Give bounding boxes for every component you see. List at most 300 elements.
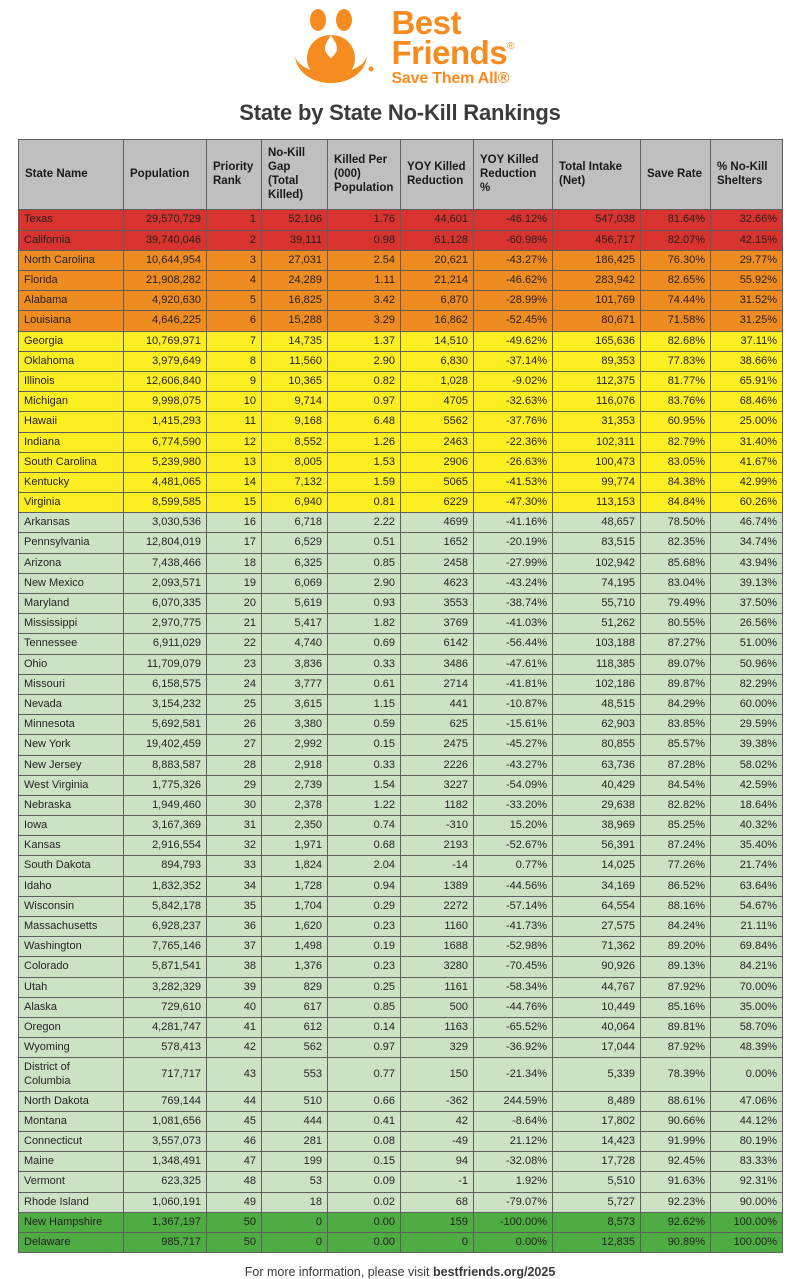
no-kill-gap-cell: 562 [262,1038,328,1058]
total-intake-cell: 5,339 [553,1058,641,1091]
footer-link[interactable]: bestfriends.org/2025 [433,1265,556,1279]
table-row [19,432,783,452]
save-rate-cell: 87.92% [641,1038,711,1058]
save-rate-cell: 89.81% [641,1017,711,1037]
state-name-cell: Colorado [19,957,124,977]
state-name-cell: Wisconsin [19,896,124,916]
pct-no-kill-shelters-cell: 32.66% [711,210,783,230]
yoy-killed-reduction-pct-cell: -56.44% [474,634,553,654]
state-name-cell: Vermont [19,1172,124,1192]
priority-rank-cell: 39 [207,977,262,997]
no-kill-gap-cell: 1,376 [262,957,328,977]
registered-mark: ® [507,41,515,53]
state-name-cell: Illinois [19,371,124,391]
no-kill-gap-cell: 612 [262,1017,328,1037]
yoy-killed-reduction-pct-cell: -43.24% [474,573,553,593]
total-intake-cell: 71,362 [553,937,641,957]
yoy-killed-reduction-pct-cell: -70.45% [474,957,553,977]
table-row [19,735,783,755]
killed-per-1000-cell: 1.59 [328,472,401,492]
yoy-killed-reduction-pct-cell: -60.98% [474,230,553,250]
table-row [19,1152,783,1172]
yoy-killed-reduction-cell: 44,601 [401,210,474,230]
yoy-killed-reduction-cell: 6142 [401,634,474,654]
killed-per-1000-cell: 1.26 [328,432,401,452]
population-cell: 2,970,775 [124,614,207,634]
yoy-killed-reduction-cell: 1163 [401,1017,474,1037]
table-row [19,594,783,614]
state-name-cell: Michigan [19,392,124,412]
total-intake-cell: 165,636 [553,331,641,351]
state-name-cell: New Jersey [19,755,124,775]
save-rate-cell: 78.39% [641,1058,711,1091]
yoy-killed-reduction-pct-cell: -9.02% [474,371,553,391]
yoy-killed-reduction-cell: 4699 [401,513,474,533]
save-rate-cell: 87.24% [641,836,711,856]
priority-rank-cell: 29 [207,775,262,795]
population-cell: 19,402,459 [124,735,207,755]
state-name-cell: North Dakota [19,1091,124,1111]
yoy-killed-reduction-cell: 42 [401,1111,474,1131]
table-row [19,755,783,775]
yoy-killed-reduction-pct-cell: -52.67% [474,836,553,856]
priority-rank-cell: 50 [207,1212,262,1232]
killed-per-1000-cell: 1.11 [328,271,401,291]
priority-rank-cell: 31 [207,816,262,836]
table-row [19,977,783,997]
state-name-cell: Minnesota [19,715,124,735]
pct-no-kill-shelters-cell: 31.25% [711,311,783,331]
killed-per-1000-cell: 2.04 [328,856,401,876]
pct-no-kill-shelters-cell: 55.92% [711,271,783,291]
yoy-killed-reduction-pct-cell: -10.87% [474,694,553,714]
killed-per-1000-cell: 0.15 [328,735,401,755]
killed-per-1000-cell: 0.00 [328,1233,401,1253]
table-body [19,210,783,1253]
table-row [19,856,783,876]
state-name-cell: Oklahoma [19,351,124,371]
pct-no-kill-shelters-cell: 42.99% [711,472,783,492]
no-kill-gap-cell: 281 [262,1132,328,1152]
population-cell: 3,979,649 [124,351,207,371]
killed-per-1000-cell: 0.23 [328,957,401,977]
logo-word-best: Best [391,4,461,41]
priority-rank-cell: 38 [207,957,262,977]
priority-rank-cell: 20 [207,594,262,614]
total-intake-cell: 12,835 [553,1233,641,1253]
priority-rank-cell: 46 [207,1132,262,1152]
table-row [19,351,783,371]
table-row [19,472,783,492]
total-intake-cell: 283,942 [553,271,641,291]
population-cell: 21,908,282 [124,271,207,291]
total-intake-cell: 17,044 [553,1038,641,1058]
no-kill-gap-cell: 0 [262,1212,328,1232]
no-kill-gap-cell: 444 [262,1111,328,1131]
table-row [19,230,783,250]
state-name-cell: California [19,230,124,250]
no-kill-gap-cell: 3,380 [262,715,328,735]
col-header-total-intake-net: Total Intake (Net) [553,140,641,210]
table-row [19,715,783,735]
table-row [19,210,783,230]
col-header-pct-no-kill-shelters: % No-Kill Shelters [711,140,783,210]
population-cell: 12,804,019 [124,533,207,553]
priority-rank-cell: 3 [207,250,262,270]
table-row [19,674,783,694]
table-row [19,392,783,412]
yoy-killed-reduction-cell: -362 [401,1091,474,1111]
no-kill-gap-cell: 8,005 [262,452,328,472]
priority-rank-cell: 27 [207,735,262,755]
state-name-cell: South Dakota [19,856,124,876]
priority-rank-cell: 7 [207,331,262,351]
yoy-killed-reduction-pct-cell: -41.81% [474,674,553,694]
priority-rank-cell: 30 [207,795,262,815]
yoy-killed-reduction-cell: 2226 [401,755,474,775]
population-cell: 1,832,352 [124,876,207,896]
priority-rank-cell: 2 [207,230,262,250]
save-rate-cell: 92.45% [641,1152,711,1172]
yoy-killed-reduction-cell: 20,621 [401,250,474,270]
state-name-cell: West Virginia [19,775,124,795]
population-cell: 2,093,571 [124,573,207,593]
no-kill-gap-cell: 553 [262,1058,328,1091]
no-kill-gap-cell: 27,031 [262,250,328,270]
no-kill-gap-cell: 8,552 [262,432,328,452]
no-kill-gap-cell: 3,836 [262,654,328,674]
pct-no-kill-shelters-cell: 42.59% [711,775,783,795]
save-rate-cell: 84.29% [641,694,711,714]
priority-rank-cell: 13 [207,452,262,472]
pct-no-kill-shelters-cell: 34.74% [711,533,783,553]
population-cell: 4,281,747 [124,1017,207,1037]
total-intake-cell: 5,510 [553,1172,641,1192]
total-intake-cell: 74,195 [553,573,641,593]
killed-per-1000-cell: 0.33 [328,654,401,674]
table-row [19,957,783,977]
total-intake-cell: 31,353 [553,412,641,432]
yoy-killed-reduction-pct-cell: -100.00% [474,1212,553,1232]
save-rate-cell: 91.63% [641,1172,711,1192]
save-rate-cell: 79.49% [641,594,711,614]
no-kill-gap-cell: 9,714 [262,392,328,412]
yoy-killed-reduction-pct-cell: -21.34% [474,1058,553,1091]
yoy-killed-reduction-pct-cell: -65.52% [474,1017,553,1037]
yoy-killed-reduction-pct-cell: -28.99% [474,291,553,311]
no-kill-gap-cell: 510 [262,1091,328,1111]
killed-per-1000-cell: 0.19 [328,937,401,957]
save-rate-cell: 82.68% [641,331,711,351]
pct-no-kill-shelters-cell: 100.00% [711,1233,783,1253]
pct-no-kill-shelters-cell: 70.00% [711,977,783,997]
no-kill-gap-cell: 5,619 [262,594,328,614]
table-row [19,997,783,1017]
total-intake-cell: 90,926 [553,957,641,977]
table-row [19,1058,783,1091]
state-name-cell: Oregon [19,1017,124,1037]
total-intake-cell: 80,671 [553,311,641,331]
table-row [19,412,783,432]
total-intake-cell: 80,855 [553,735,641,755]
pct-no-kill-shelters-cell: 37.11% [711,331,783,351]
rankings-table-container [0,139,800,1253]
priority-rank-cell: 25 [207,694,262,714]
priority-rank-cell: 49 [207,1192,262,1212]
state-name-cell: Nevada [19,694,124,714]
state-name-cell: Wyoming [19,1038,124,1058]
total-intake-cell: 103,188 [553,634,641,654]
yoy-killed-reduction-pct-cell: -38.74% [474,594,553,614]
yoy-killed-reduction-cell: 3553 [401,594,474,614]
yoy-killed-reduction-pct-cell: 21.12% [474,1132,553,1152]
save-rate-cell: 81.64% [641,210,711,230]
state-name-cell: Hawaii [19,412,124,432]
state-name-cell: Kansas [19,836,124,856]
save-rate-cell: 60.95% [641,412,711,432]
table-row [19,493,783,513]
pct-no-kill-shelters-cell: 40.32% [711,816,783,836]
no-kill-gap-cell: 0 [262,1233,328,1253]
yoy-killed-reduction-cell: 3769 [401,614,474,634]
yoy-killed-reduction-pct-cell: -26.63% [474,452,553,472]
population-cell: 4,646,225 [124,311,207,331]
yoy-killed-reduction-cell: 21,214 [401,271,474,291]
state-name-cell: Utah [19,977,124,997]
no-kill-gap-cell: 617 [262,997,328,1017]
col-header-yoy-killed-reduction-pct: YOY Killed Reduction % [474,140,553,210]
no-kill-gap-cell: 6,069 [262,573,328,593]
pct-no-kill-shelters-cell: 92.31% [711,1172,783,1192]
population-cell: 769,144 [124,1091,207,1111]
priority-rank-cell: 32 [207,836,262,856]
priority-rank-cell: 41 [207,1017,262,1037]
killed-per-1000-cell: 2.90 [328,351,401,371]
save-rate-cell: 87.27% [641,634,711,654]
pct-no-kill-shelters-cell: 38.66% [711,351,783,371]
no-kill-gap-cell: 3,777 [262,674,328,694]
state-name-cell: Kentucky [19,472,124,492]
pct-no-kill-shelters-cell: 63.64% [711,876,783,896]
save-rate-cell: 80.55% [641,614,711,634]
pct-no-kill-shelters-cell: 21.74% [711,856,783,876]
yoy-killed-reduction-pct-cell: -15.61% [474,715,553,735]
table-header-row [19,140,783,210]
table-row [19,917,783,937]
population-cell: 4,481,065 [124,472,207,492]
best-friends-logo-icon [285,9,381,85]
total-intake-cell: 14,423 [553,1132,641,1152]
state-name-cell: North Carolina [19,250,124,270]
population-cell: 623,325 [124,1172,207,1192]
population-cell: 11,709,079 [124,654,207,674]
state-name-cell: Massachusetts [19,917,124,937]
yoy-killed-reduction-cell: 2463 [401,432,474,452]
table-row [19,654,783,674]
save-rate-cell: 71.58% [641,311,711,331]
yoy-killed-reduction-pct-cell: -22.36% [474,432,553,452]
population-cell: 578,413 [124,1038,207,1058]
save-rate-cell: 85.25% [641,816,711,836]
pct-no-kill-shelters-cell: 29.59% [711,715,783,735]
population-cell: 5,871,541 [124,957,207,977]
col-header-state-name: State Name [19,140,124,210]
pct-no-kill-shelters-cell: 42.15% [711,230,783,250]
killed-per-1000-cell: 0.29 [328,896,401,916]
population-cell: 12,606,840 [124,371,207,391]
yoy-killed-reduction-cell: 5562 [401,412,474,432]
table-row [19,1132,783,1152]
priority-rank-cell: 47 [207,1152,262,1172]
population-cell: 8,883,587 [124,755,207,775]
pct-no-kill-shelters-cell: 100.00% [711,1212,783,1232]
priority-rank-cell: 26 [207,715,262,735]
pct-no-kill-shelters-cell: 51.00% [711,634,783,654]
table-row [19,1233,783,1253]
priority-rank-cell: 15 [207,493,262,513]
killed-per-1000-cell: 0.25 [328,977,401,997]
yoy-killed-reduction-cell: 3227 [401,775,474,795]
no-kill-gap-cell: 6,529 [262,533,328,553]
no-kill-gap-cell: 199 [262,1152,328,1172]
pct-no-kill-shelters-cell: 39.13% [711,573,783,593]
pct-no-kill-shelters-cell: 41.67% [711,452,783,472]
total-intake-cell: 64,554 [553,896,641,916]
table-row [19,1017,783,1037]
killed-per-1000-cell: 0.09 [328,1172,401,1192]
state-name-cell: Idaho [19,876,124,896]
save-rate-cell: 88.16% [641,896,711,916]
total-intake-cell: 62,903 [553,715,641,735]
yoy-killed-reduction-pct-cell: -32.08% [474,1152,553,1172]
population-cell: 3,557,073 [124,1132,207,1152]
table-row [19,614,783,634]
no-kill-gap-cell: 11,560 [262,351,328,371]
population-cell: 5,692,581 [124,715,207,735]
state-name-cell: District of Columbia [19,1058,124,1091]
state-name-cell: South Carolina [19,452,124,472]
yoy-killed-reduction-cell: 61,128 [401,230,474,250]
pct-no-kill-shelters-cell: 46.74% [711,513,783,533]
total-intake-cell: 8,489 [553,1091,641,1111]
yoy-killed-reduction-pct-cell: -47.61% [474,654,553,674]
table-row [19,271,783,291]
yoy-killed-reduction-cell: 5065 [401,472,474,492]
no-kill-gap-cell: 14,735 [262,331,328,351]
total-intake-cell: 100,473 [553,452,641,472]
population-cell: 1,775,326 [124,775,207,795]
priority-rank-cell: 36 [207,917,262,937]
table-row [19,1038,783,1058]
table-row [19,1192,783,1212]
state-name-cell: Florida [19,271,124,291]
yoy-killed-reduction-cell: 0 [401,1233,474,1253]
yoy-killed-reduction-pct-cell: 0.77% [474,856,553,876]
no-kill-gap-cell: 39,111 [262,230,328,250]
pct-no-kill-shelters-cell: 90.00% [711,1192,783,1212]
priority-rank-cell: 43 [207,1058,262,1091]
population-cell: 729,610 [124,997,207,1017]
yoy-killed-reduction-pct-cell: -46.12% [474,210,553,230]
killed-per-1000-cell: 6.48 [328,412,401,432]
total-intake-cell: 17,728 [553,1152,641,1172]
table-row [19,1212,783,1232]
priority-rank-cell: 50 [207,1233,262,1253]
yoy-killed-reduction-cell: 329 [401,1038,474,1058]
killed-per-1000-cell: 1.54 [328,775,401,795]
state-name-cell: Rhode Island [19,1192,124,1212]
killed-per-1000-cell: 0.93 [328,594,401,614]
no-kill-gap-cell: 4,740 [262,634,328,654]
priority-rank-cell: 33 [207,856,262,876]
table-row [19,250,783,270]
population-cell: 1,415,293 [124,412,207,432]
pct-no-kill-shelters-cell: 31.52% [711,291,783,311]
state-name-cell: Alabama [19,291,124,311]
table-row [19,573,783,593]
yoy-killed-reduction-cell: 1652 [401,533,474,553]
total-intake-cell: 48,657 [553,513,641,533]
yoy-killed-reduction-pct-cell: -41.53% [474,472,553,492]
table-row [19,634,783,654]
population-cell: 6,911,029 [124,634,207,654]
table-row [19,331,783,351]
killed-per-1000-cell: 2.54 [328,250,401,270]
killed-per-1000-cell: 0.85 [328,553,401,573]
col-header-killed-per-1000: Killed Per (000) Population [328,140,401,210]
killed-per-1000-cell: 1.82 [328,614,401,634]
save-rate-cell: 82.82% [641,795,711,815]
save-rate-cell: 87.28% [641,755,711,775]
yoy-killed-reduction-pct-cell: -58.34% [474,977,553,997]
yoy-killed-reduction-pct-cell: 0.00% [474,1233,553,1253]
state-name-cell: Delaware [19,1233,124,1253]
total-intake-cell: 102,186 [553,674,641,694]
yoy-killed-reduction-pct-cell: -37.76% [474,412,553,432]
yoy-killed-reduction-cell: 2193 [401,836,474,856]
yoy-killed-reduction-pct-cell: -52.45% [474,311,553,331]
no-kill-gap-cell: 7,132 [262,472,328,492]
yoy-killed-reduction-cell: 94 [401,1152,474,1172]
yoy-killed-reduction-cell: -14 [401,856,474,876]
population-cell: 6,070,335 [124,594,207,614]
logo-word-friends: Friends [391,34,508,72]
priority-rank-cell: 12 [207,432,262,452]
yoy-killed-reduction-pct-cell: -46.62% [474,271,553,291]
priority-rank-cell: 40 [207,997,262,1017]
yoy-killed-reduction-cell: 68 [401,1192,474,1212]
population-cell: 4,920,630 [124,291,207,311]
yoy-killed-reduction-cell: 16,862 [401,311,474,331]
killed-per-1000-cell: 0.69 [328,634,401,654]
save-rate-cell: 92.23% [641,1192,711,1212]
yoy-killed-reduction-pct-cell: -36.92% [474,1038,553,1058]
save-rate-cell: 83.04% [641,573,711,593]
total-intake-cell: 55,710 [553,594,641,614]
total-intake-cell: 547,038 [553,210,641,230]
yoy-killed-reduction-cell: 625 [401,715,474,735]
pct-no-kill-shelters-cell: 58.02% [711,755,783,775]
save-rate-cell: 77.26% [641,856,711,876]
population-cell: 1,060,191 [124,1192,207,1212]
page-title: State by State No-Kill Rankings [239,100,561,126]
no-kill-gap-cell: 5,417 [262,614,328,634]
col-header-no-kill-gap: No-Kill Gap (Total Killed) [262,140,328,210]
state-name-cell: Nebraska [19,795,124,815]
save-rate-cell: 83.05% [641,452,711,472]
killed-per-1000-cell: 0.14 [328,1017,401,1037]
priority-rank-cell: 28 [207,755,262,775]
